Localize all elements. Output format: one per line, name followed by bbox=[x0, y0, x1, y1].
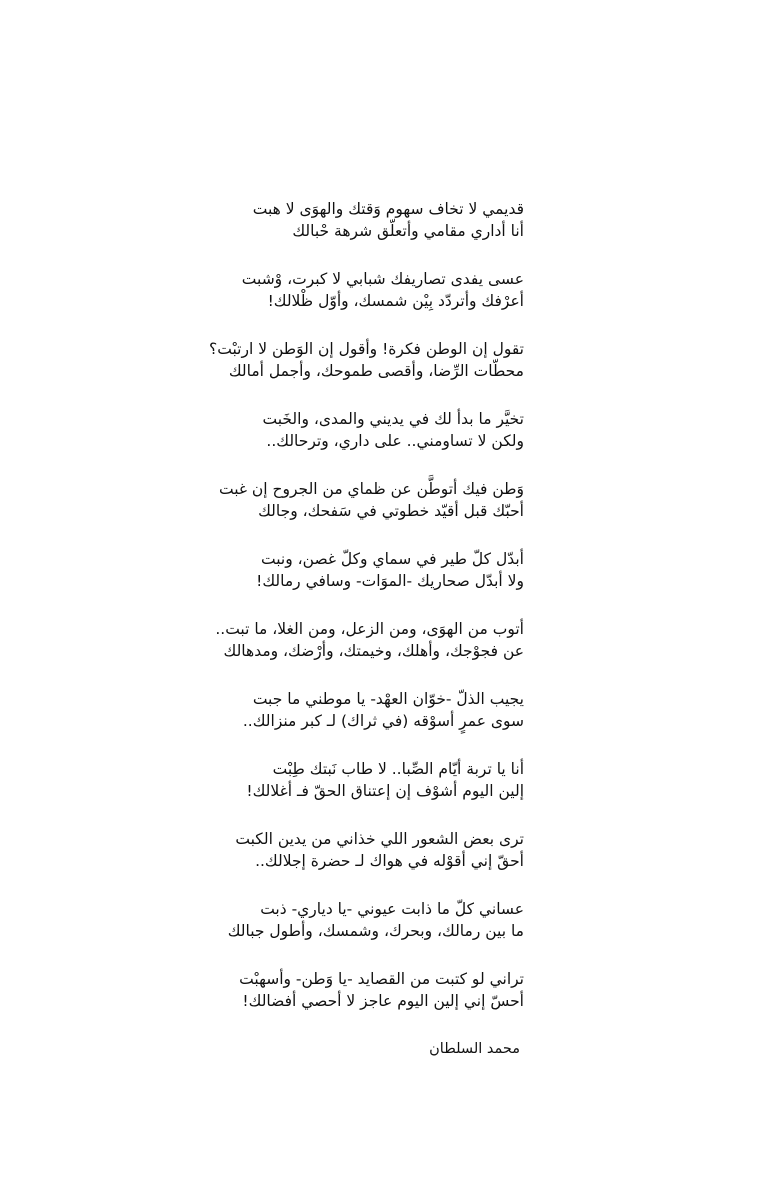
verse-line: تقول إن الوطن فكرة! وأقول إن الوَطن لا ارتبْت؟ bbox=[209, 340, 524, 358]
verse-line: أبدّل كلّ طير في سماي وكلّ غصن، ونبت bbox=[261, 550, 524, 568]
verse-line: إلين اليوم أشوْف إن إعتناق الحقّ فـ أغلالك! bbox=[246, 782, 524, 800]
stanza-8 bbox=[104, 688, 524, 732]
verse-line: أنا أداري مقامي وأتعلّق شرهة حْبالك bbox=[292, 222, 524, 240]
verse-line: وَطن فيك أتوطَّن عن ظماي من الجروح إن غبت bbox=[218, 480, 524, 498]
stanza-6 bbox=[104, 548, 524, 592]
stanza-1 bbox=[104, 198, 524, 242]
stanza-2 bbox=[104, 268, 524, 312]
verse-line: ترى بعض الشعور اللي خذاني من يدين الكبت bbox=[235, 830, 524, 848]
verse-line: ولكن لا تساومني.. على داري، وترحالك.. bbox=[266, 432, 524, 450]
verse-line: قديمي لا تخاف سهوم وَقتك والهوَى لا هبت bbox=[252, 200, 524, 218]
stanza-9 bbox=[104, 758, 524, 802]
verse-line: تراني لو كتبت من القصايد -يا وَطن- وأسهبْت bbox=[239, 970, 524, 988]
verse-line: أنا يا تربة أيّام الصِّبا.. لا طاب نَبتك طِبْت bbox=[272, 760, 524, 778]
verse-line: أحسّ إني إلين اليوم عاجز لا أحصي أفضالك! bbox=[242, 992, 524, 1010]
stanza-5 bbox=[104, 478, 524, 522]
verse-line: عساني كلّ ما ذابت عيوني -يا دياري- ذبت bbox=[260, 900, 524, 918]
stanza-7 bbox=[104, 618, 524, 662]
stanza-4 bbox=[104, 408, 524, 452]
verse-line: يجيب الذلّ -خوّان العهْد- يا موطني ما جبت bbox=[252, 690, 524, 708]
verse-line: أتوب من الهوَى، ومن الزعل، ومن الغلا، ما تبت.. bbox=[215, 620, 524, 638]
verse-line: أعرْفك وأتردّد بِيْن شمسك، وأوّل ظْلالك! bbox=[267, 292, 524, 310]
verse-line: محطّات الرِّضا، وأقصى طموحك، وأجمل أمالك bbox=[228, 362, 524, 380]
verse-line: تخيَّر ما بدأ لك في يديني والمدى، والخَبت bbox=[262, 410, 524, 428]
stanza-3 bbox=[104, 338, 524, 382]
poem bbox=[104, 198, 524, 1060]
stanza-11 bbox=[104, 898, 524, 942]
stanza-12 bbox=[104, 968, 524, 1012]
verse-line: أحبّك قبل أقيّد خطوتي في سَفحك، وجالك bbox=[258, 502, 524, 520]
poet-signature: محمد السلطان bbox=[429, 1041, 520, 1057]
verse-line: عن فجوْجك، وأهلك، وخيمتك، وأرْضك، ومدهالك bbox=[223, 642, 524, 660]
verse-line: أحقّ إني أقوْله في هواك لـ حضرة إجلالك.. bbox=[255, 852, 524, 870]
verse-line: ولا أبدّل صحاريك -الموَات- وسافي رمالك! bbox=[256, 572, 524, 590]
verse-line: سوى عمرٍ أسوْقه (في ثراك) لـ كبر منزالك.. bbox=[242, 712, 524, 730]
stanza-10 bbox=[104, 828, 524, 872]
verse-line: ما بين رمالك، وبحرك، وشمسك، وأطول جبالك bbox=[227, 922, 524, 940]
verse-line: عسى يفدى تصاريفك شبابي لا كبرت، وْشبت bbox=[241, 270, 524, 288]
